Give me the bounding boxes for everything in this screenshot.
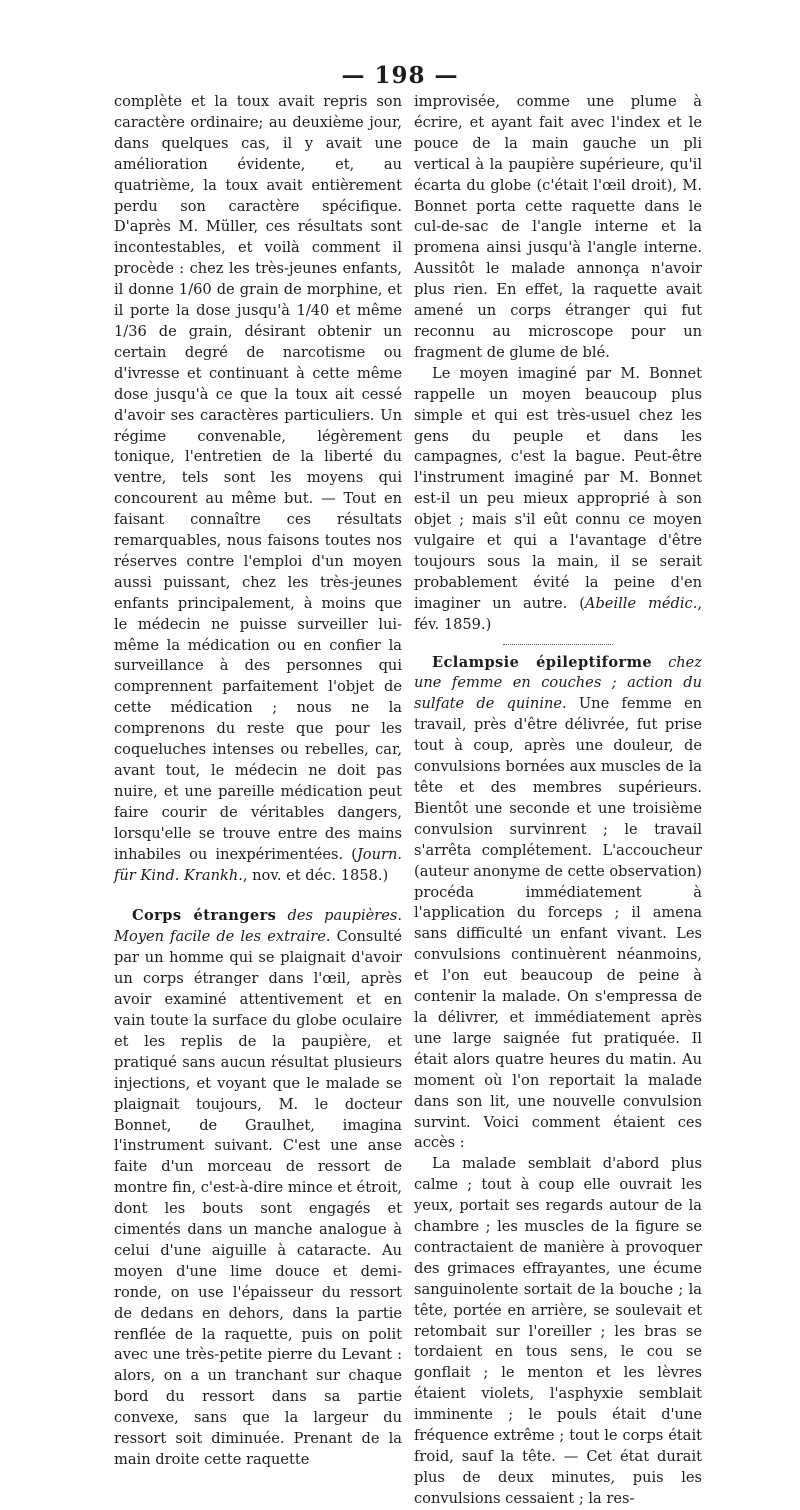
section-subtitle: chez une femme en couches ; action du sulfate de quinine. xyxy=(414,653,702,713)
paragraph-raquette: improvisée, comme une plume à écrire, et ayant fait avec l'index et le pouce de la main gauche un pli vertical à la paupière supérieure, qu'il écarta du globe (c'était l'œil droit), M. Bonnet porta cette raquette dans le cul-de-sac de l'angle interne et la promena ainsi jusqu'à l'angle interne. Aussitôt le malade annonça n'avoir plus rien. En effet, la raquette avait amené un corps étranger qui fut reconnu au microscope pour un fragment de glume de blé. xyxy=(414,93,702,361)
section-text: Une femme en travail, près d'être délivrée, fut prise tout à coup, après une douleur, de convulsions bornées aux muscles de la tête et des membres supérieurs. Bientôt une seconde et une troisième convulsion survinrent ; le travail s'arrêta complétement. L'accoucheur (auteur anonyme de cette observation) procéda immédiatement à l'application du forceps ; il amena sans difficulté un enfant vivant. Les convulsions continuèrent néanmoins, et l'on eut beaucoup de peine à contenir la malade. On s'empressa de la délivrer, et immédiatement après une large saignée fut pratiquée. Il était alors quatre heures du matin. Au moment où l'on reportait la malade dans son lit, une nouvelle convulsion survint. Voici comment étaient ces accès : xyxy=(414,695,702,1152)
section-text: Consulté par un homme qui se plaignait d'avoir un corps étranger dans l'œil, après avoir examiné attentivement et en vain toute la surface du globe oculaire et les replis de la paupière, et pratiqué sans aucun résultat plusieurs injections, et voyant que le malade se plaignait toujours, M. le docteur Bonnet, de Graulhet, imagina l'instrument suivant. C'est une anse faite d'un morceau de ressort de montre fin, c'est-à-dire mince et étroit, dont les bouts sont engagés et cimentés dans un manche analogue à celui d'une aiguille à cataracte. Au moyen d'une lime douce et demi-ronde, on use l'épaisseur du ressort de dedans en dehors, dans la partie renflée de la raquette, puis on polit avec une très-petite pierre du Levant : alors, on a un tranchant sur chaque bord du ressort dans sa partie convexe, sans que la largeur du ressort soit diminuée. Prenant de la main droite cette raquette xyxy=(114,928,402,1468)
section-corps-etrangers xyxy=(114,906,402,1470)
citation-date: , fév. 1859.) xyxy=(414,594,703,633)
page-number: — 198 — xyxy=(341,62,459,89)
right-column xyxy=(414,92,702,1510)
paragraph-bague xyxy=(414,364,702,636)
section-eclampsie xyxy=(414,653,702,1155)
source-citation: Abeille médic. xyxy=(584,594,698,612)
section-subtitle: des paupières. Moyen facile de les extraire. xyxy=(114,907,403,946)
source-citation: Journ. für Kind. Krankh. xyxy=(114,845,402,884)
section-divider xyxy=(503,644,613,645)
paragraph-text: Le moyen imaginé par M. Bonnet rappelle un moyen beaucoup plus simple et qui est très-usuel chez les gens du peuple et dans les campagnes, c'est la bague. Peut-être l'instrument imaginé par M. Bonnet est-il un peu mieux approprié à son objet ; mais s'il eût connu ce moyen vulgaire et qui a l'avantage d'être toujours sous la main, il se serait probablement évité la peine d'en imaginer un autre. ( xyxy=(414,364,702,612)
citation-date: , nov. et déc. 1858.) xyxy=(242,866,389,884)
paragraph-text: complète et la toux avait repris son caractère ordinaire; au deuxième jour, dans quelques cas, il y avait une amélioration évidente, et, au quatrième, la toux avait entièrement perdu son caractère spécifique. D'après M. Müller, ces résultats sont incontestables, et voilà comment il procède : chez les très-jeunes enfants, il donne 1/60 de grain de morphine, et il porte la dose jusqu'à 1/40 et même 1/36 de grain, désirant obtenir un certain degré de narcotisme ou d'ivresse et continuant à cette même dose jusqu'à ce que la toux ait cessé d'avoir ses caractères particuliers. Un régime convenable, légèrement tonique, l'entretien de la liberté du ventre, tels sont les moyens qui concourent au même but. — Tout en faisant connaître ces résultats remarquables, nous faisons toutes nos réserves contre l'emploi d'un moyen aussi puissant, chez les très-jeunes enfants principalement, à moins que le médecin ne puisse surveiller lui-même la médication ou en confier la surveillance à des personnes qui comprennent parfaitement l'objet de cette médication ; nous ne la comprenons du reste que pour les coqueluches intenses ou rebelles, car, avant tout, le médecin ne doit pas nuire, et une pareille médication peut faire courir de véritables dangers, lorsqu'elle se trouve entre des mains inhabiles ou inexpérimentées. ( xyxy=(114,93,402,863)
left-column xyxy=(114,92,402,1471)
section-title: Eclampsie épileptiforme xyxy=(432,653,653,671)
section-title: Corps étrangers xyxy=(132,907,277,925)
paragraph-morphine xyxy=(114,92,402,886)
paragraph-accès: La malade semblait d'abord plus calme ; tout à coup elle ouvrait les yeux, portait ses regards autour de la chambre ; les muscles de la figure se contractaient de manière à provoquer des grimaces effrayantes, une écume sanguinolente sortait de la bouche ; la tête, portée en arrière, se soulevait et retombait sur l'oreiller ; les bras se tordaient en tous sens, le cou se gonflait ; le menton et les lèvres étaient violets, l'asphyxie semblait imminente ; le pouls était d'une fréquence extrême ; tout le corps était froid, sauf la tête. — Cet état durait plus de deux minutes, puis les convulsions cessaient ; la res- xyxy=(414,1155,702,1507)
